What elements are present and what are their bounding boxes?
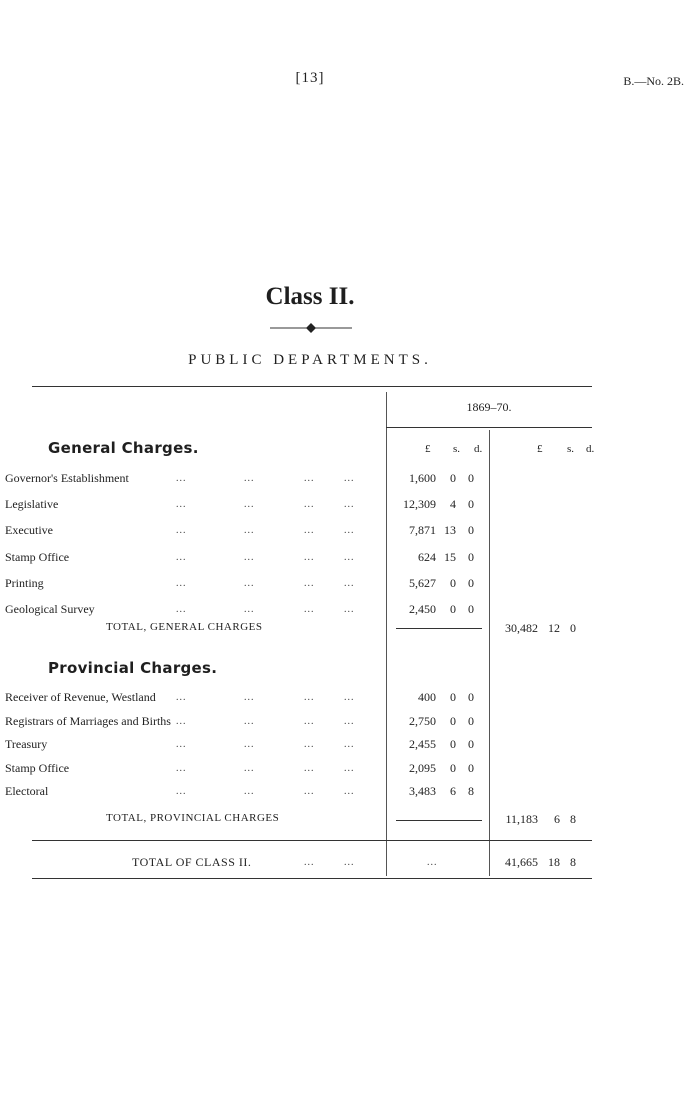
grand-total-dots: ... (304, 857, 315, 868)
amount-pounds: 7,871 (409, 523, 436, 537)
leader-dots: ... (176, 604, 187, 615)
leader-dots: ... (176, 499, 187, 510)
leader-dots: ... (176, 552, 187, 563)
row-label: Geological Survey (5, 602, 95, 616)
section-heading-general: General Charges. (48, 439, 199, 457)
leader-dots: ... (304, 499, 315, 510)
amount-pence: 0 (468, 471, 474, 485)
amount-pence: 8 (570, 812, 576, 826)
leader-dots: ... (304, 786, 315, 797)
leader-dots: ... (304, 604, 315, 615)
total-rule-provincial (396, 820, 482, 821)
grand-total-dots: ... (427, 857, 438, 868)
leader-dots: ... (176, 763, 187, 774)
row-label: Registrars of Marriages and Births (5, 714, 171, 728)
leader-dots: ... (344, 499, 355, 510)
amount-pounds: 3,483 (409, 784, 436, 798)
amount-pence: 0 (468, 497, 474, 511)
row-label: Governor's Establishment (5, 471, 129, 485)
grand-total-rule (32, 840, 592, 841)
leader-dots: ... (344, 786, 355, 797)
row-label: Receiver of Revenue, Westland (5, 690, 156, 704)
total-label-provincial: TOTAL, PROVINCIAL CHARGES (106, 812, 280, 824)
leader-dots: ... (244, 716, 255, 727)
amount-shillings: 6 (450, 784, 456, 798)
leader-dots: ... (304, 473, 315, 484)
total-rule-general (396, 628, 482, 629)
amount-pounds: 2,450 (409, 602, 436, 616)
leader-dots: ... (344, 763, 355, 774)
document-reference: B.—No. 2B. (623, 74, 684, 88)
leader-dots: ... (304, 692, 315, 703)
leader-dots: ... (244, 763, 255, 774)
amount-pounds: 41,665 (505, 855, 538, 869)
total-label-general: TOTAL, GENERAL CHARGES (106, 621, 263, 633)
pence-header: d. (474, 443, 483, 455)
amount-pence: 0 (468, 550, 474, 564)
year-underline (386, 427, 592, 428)
amount-shillings: 0 (450, 471, 456, 485)
amount-pence: 0 (468, 737, 474, 751)
amount-pence: 8 (468, 784, 474, 798)
amount-pounds: 2,455 (409, 737, 436, 751)
total-pounds-header: £ (537, 443, 543, 455)
leader-dots: ... (344, 716, 355, 727)
leader-dots: ... (244, 525, 255, 536)
leader-dots: ... (244, 692, 255, 703)
leader-dots: ... (304, 578, 315, 589)
row-label: Stamp Office (5, 550, 70, 564)
amount-pence: 0 (468, 602, 474, 616)
page-number: [13] (295, 70, 325, 86)
amount-pounds: 11,183 (505, 812, 538, 826)
amount-pence: 0 (468, 714, 474, 728)
amount-shillings: 0 (450, 602, 456, 616)
amount-pence: 0 (468, 523, 474, 537)
amount-shillings: 0 (450, 761, 456, 775)
class-title: Class II. (265, 283, 355, 310)
leader-dots: ... (304, 739, 315, 750)
amount-shillings: 0 (450, 737, 456, 751)
leader-dots: ... (176, 525, 187, 536)
grand-total-dots: ... (344, 857, 355, 868)
amount-pounds: 5,627 (409, 576, 436, 590)
amount-shillings: 0 (450, 714, 456, 728)
amount-shillings: 0 (450, 690, 456, 704)
amount-shillings: 18 (548, 855, 560, 869)
amount-shillings: 15 (444, 550, 456, 564)
leader-dots: ... (244, 786, 255, 797)
table-bottom-rule (32, 878, 592, 879)
leader-dots: ... (304, 716, 315, 727)
leader-dots: ... (244, 739, 255, 750)
row-label: Executive (5, 523, 53, 537)
row-label: Electoral (5, 784, 49, 798)
amount-pounds: 624 (418, 550, 436, 564)
amount-pence: 0 (570, 621, 576, 635)
leader-dots: ... (244, 578, 255, 589)
total-shillings-header: s. (567, 443, 575, 455)
amount-pence: 0 (468, 576, 474, 590)
total-pence-header: d. (586, 443, 595, 455)
grand-total-label: TOTAL OF CLASS II. (132, 855, 252, 869)
leader-dots: ... (304, 525, 315, 536)
amount-shillings: 0 (450, 576, 456, 590)
department-title: PUBLIC DEPARTMENTS. (188, 352, 432, 368)
leader-dots: ... (176, 578, 187, 589)
row-label: Legislative (5, 497, 59, 511)
amount-pence: 8 (570, 855, 576, 869)
row-label: Treasury (5, 737, 48, 751)
amount-shillings: 13 (444, 523, 456, 537)
leader-dots: ... (304, 552, 315, 563)
leader-dots: ... (344, 552, 355, 563)
row-label: Stamp Office (5, 761, 70, 775)
leader-dots: ... (244, 499, 255, 510)
pounds-header: £ (425, 443, 431, 455)
leader-dots: ... (304, 763, 315, 774)
leader-dots: ... (344, 473, 355, 484)
year-header: 1869–70. (466, 400, 512, 414)
amount-shillings: 6 (554, 812, 560, 826)
amount-pounds: 2,750 (409, 714, 436, 728)
leader-dots: ... (344, 739, 355, 750)
amount-pounds: 12,309 (403, 497, 436, 511)
leader-dots: ... (176, 692, 187, 703)
leader-dots: ... (176, 716, 187, 727)
row-label: Printing (5, 576, 44, 590)
amount-pounds: 400 (418, 690, 436, 704)
column-divider-left (386, 392, 387, 876)
table-top-rule (32, 386, 592, 387)
leader-dots: ... (244, 473, 255, 484)
leader-dots: ... (244, 552, 255, 563)
amount-pounds: 30,482 (505, 621, 538, 635)
leader-dots: ... (344, 604, 355, 615)
amount-shillings: 12 (548, 621, 560, 635)
column-divider-right (489, 430, 490, 876)
leader-dots: ... (344, 692, 355, 703)
amount-pounds: 2,095 (409, 761, 436, 775)
section-heading-provincial: Provincial Charges. (48, 659, 218, 677)
amount-pence: 0 (468, 761, 474, 775)
leader-dots: ... (244, 604, 255, 615)
shillings-header: s. (453, 443, 461, 455)
amount-shillings: 4 (450, 497, 456, 511)
leader-dots: ... (176, 786, 187, 797)
amount-pounds: 1,600 (409, 471, 436, 485)
leader-dots: ... (176, 739, 187, 750)
ornament-divider-icon (270, 322, 352, 334)
leader-dots: ... (344, 578, 355, 589)
leader-dots: ... (176, 473, 187, 484)
leader-dots: ... (344, 525, 355, 536)
amount-pence: 0 (468, 690, 474, 704)
